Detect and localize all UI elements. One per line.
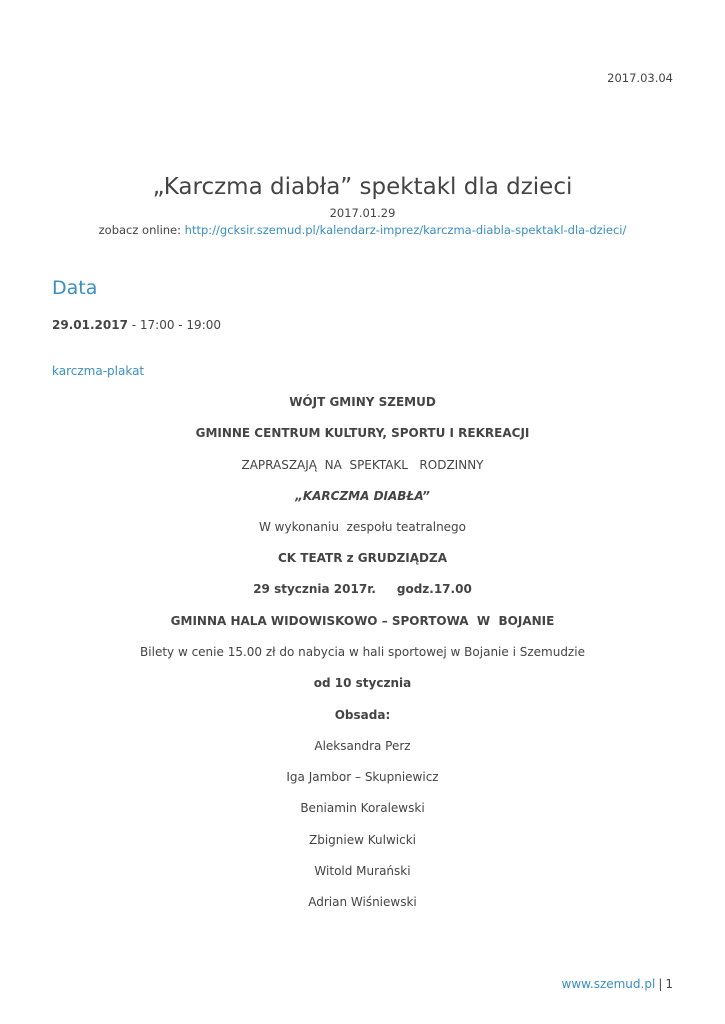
cast-member: Zbigniew Kulwicki — [309, 833, 416, 847]
online-url-link[interactable]: http://gcksir.szemud.pl/kalendarz-imprez/karczma-diabla-spektakl-dla-dzieci/ — [184, 223, 627, 237]
event-date-line — [52, 318, 221, 332]
theatre-name: CK TEATR z GRUDZIĄDZA — [278, 551, 447, 565]
event-when: 29 stycznia 2017r. godz.17.00 — [253, 582, 472, 596]
event-date: 29.01.2017 — [52, 318, 128, 332]
page-title: „Karczma diabła” spektakl dla dzieci — [152, 174, 573, 200]
performed-by: W wykonaniu zespołu teatralnego — [258, 520, 467, 534]
online-line — [0, 223, 725, 237]
cast-member: Beniamin Koralewski — [300, 801, 425, 815]
event-venue: GMINNA HALA WIDOWISKOWO – SPORTOWA W BOJANIE — [170, 614, 555, 628]
cast-heading: Obsada: — [334, 708, 391, 722]
play-title: „KARCZMA DIABŁA” — [295, 489, 430, 503]
online-label: zobacz online: — [98, 223, 182, 237]
poster-link[interactable]: karczma-plakat — [52, 364, 145, 378]
event-time: - 17:00 - 19:00 — [127, 318, 222, 332]
organizer-2: GMINNE CENTRUM KULTURY, SPORTU I REKREACJI — [195, 426, 530, 440]
data-section-heading: Data — [52, 277, 98, 299]
cast-member: Iga Jambor – Skupniewicz — [286, 770, 439, 784]
page-footer — [562, 977, 673, 991]
tickets-from-date: od 10 stycznia — [313, 676, 412, 690]
cast-member: Witold Murański — [314, 864, 411, 878]
invite-line: ZAPRASZAJĄ NA SPEKTAKL RODZINNY — [241, 458, 484, 472]
cast-member: Aleksandra Perz — [314, 739, 411, 753]
cast-member: Adrian Wiśniewski — [308, 895, 417, 909]
page-number: 1 — [665, 977, 673, 991]
organizer-1: WÓJT GMINY SZEMUD — [289, 395, 436, 409]
footer-separator: | — [658, 977, 663, 991]
print-date: 2017.03.04 — [607, 71, 673, 85]
footer-site-link[interactable]: www.szemud.pl — [561, 977, 656, 991]
publish-date: 2017.01.29 — [329, 206, 396, 220]
tickets-info: Bilety w cenie 15.00 zł do nabycia w hali sportowej w Bojanie i Szemudzie — [140, 645, 585, 659]
